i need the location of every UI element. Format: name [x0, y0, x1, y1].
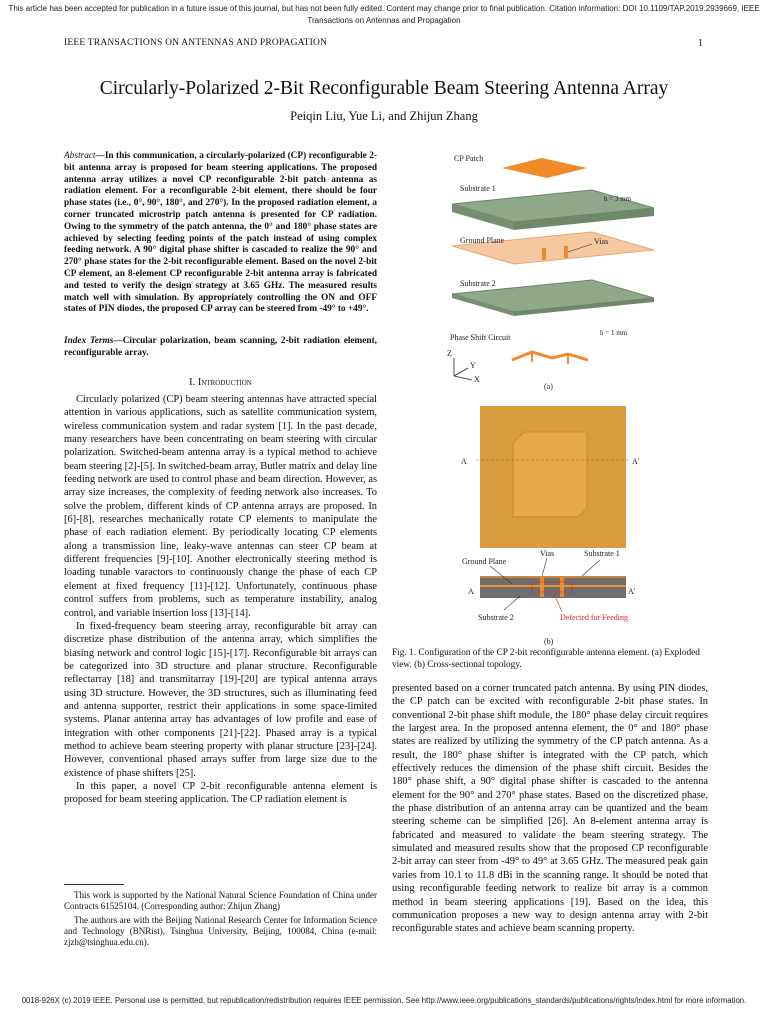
label-z: Z — [447, 349, 452, 358]
truncated-patch — [513, 432, 587, 517]
label-b-a-prime: A' — [628, 587, 636, 596]
publication-notice — [0, 3, 768, 27]
abstract-text: —In this communication, a circularly-polarized (CP) reconfigurable 2-bit antenna array is proposed for beam steering applications. The proposed antenna array utilizes a novel CP reconfigurable 2-bit patch antenna as radiation element. For a reconfigurable 2-bit element, there should be four phase states (i.e., 0°, 90°, 180°, and 270°). In the proposed radiation element, a corner truncated microstrip patch antenna is presented for CP radiation. Owing to the symmetry of the patch antenna, the 0° and 180° phase states are achieved by selecting feeding points of the patch instead of using complex feeding network. A 90° digital phase shifter is cascaded to realize the 90° and 270° phase states for the 2-bit reconfigurable element. Based on the novel 2-bit CP element, an 8-element CP reconfigurable 2-bit antenna array is fabricated and tested to verify the design strategy at 3.65 GHz. The measured results match well with simulation. By appropriately controlling the ON and OFF states of PIN diodes, the proposed CP array can be steered from -49° to +49°. — [64, 151, 377, 315]
label-b: (b) — [544, 637, 554, 646]
label-x: X — [474, 375, 480, 384]
abstract — [64, 151, 377, 316]
via-cross-section — [560, 577, 564, 597]
via-cross-section — [540, 577, 544, 597]
copyright-footer: 0018-926X (c) 2019 IEEE. Personal use is permitted, but republication/redistribution requires IEEE permission. See http://www.ieee.org/publications_standards/publications/rights/index.html for more information. — [21, 996, 747, 1005]
right-column-text — [392, 682, 708, 936]
intro-text — [64, 393, 377, 807]
label-b-substrate-1: Substrate 1 — [584, 549, 620, 558]
label-cp-patch: CP Patch — [454, 154, 484, 163]
intro-paragraph: In this paper, a novel CP 2-bit reconfigurable antenna element is proposed for beam steering application. The CP radiation element is — [64, 780, 377, 806]
label-a: (a) — [544, 382, 553, 391]
via-marker — [564, 246, 568, 258]
label-substrate-1: Substrate 1 — [460, 184, 496, 193]
footnote-funding: This work is supported by the National Natural Science Foundation of China under Contracts 61525104. (Corresponding author: Zhijun Zhang) — [64, 890, 377, 912]
intro-paragraph: Circularly polarized (CP) beam steering antennas have attracted special attention in various applications, such as satellite communication system, wireless communication system and radar system [1]. In the past decade, many researchers have been concentrating on beam steering with circular polarization. Switched-beam antenna array is a typical method to achieve beam steering [2]-[5]. In switched-beam array, Butler matrix and delay line feeding network are used to control phase and beam direction. However, as array size increases, the complexity of feeding network also increases. To solve the problem, different kinds of CP antenna arrays are proposed. In [6]-[8], researches mechanically rotate CP elements to manipulate the phase of each radiation element. By periodically locating CP elements along a transmission line, leaky-wave antennas can steer CP beam at different frequencies [9]-[10]. Another electronically steering method is loading tunable varactors to continuously change the phase of each CP element at fixed frequency [11]-[12]. Unfortunately, continuous phase control suffers from problems, such as temperature instability, analog control, and variable insertion loss [13]-[14]. — [64, 394, 377, 619]
cp-patch-layer — [502, 158, 587, 178]
label-phase-shift: Phase Shift Circuit — [450, 333, 511, 342]
footnote-rule — [64, 884, 124, 885]
index-terms-text: —Circular polarization, beam scanning, 2-bit radiation element, reconfigurable array. — [64, 336, 377, 358]
label-vias: Vias — [594, 237, 609, 246]
x-axis — [454, 376, 472, 380]
label-y: Y — [470, 361, 476, 370]
figure-caption: Fig. 1. Configuration of the CP 2-bit reconfigurable antenna element. (a) Exploded view. (b) Cross-sectional topology. — [392, 648, 700, 670]
label-h3: h = 3 mm — [604, 195, 632, 203]
label-b-a: A — [468, 587, 474, 596]
notice-line-1: This article has been accepted for publication in a future issue of this journal, but has not been fully edited. Content may change prior to final publication. Citation information: DOI 10.1109/TAP.2019.2939669, IEEE — [8, 4, 760, 13]
footnotes — [64, 890, 377, 950]
footnote-affiliation: The authors are with the Beijing National Research Center for Information Science and Technology (BNRist), Tsinghua University, Beijing, 100084, China (e-mail: zjzh@tsinghua.edu.cn). — [64, 914, 377, 948]
label-section-a: A — [461, 457, 467, 466]
label-b-vias: Vias — [540, 549, 555, 558]
figure-1 — [392, 148, 708, 648]
journal-header: IEEE TRANSACTIONS ON ANTENNAS AND PROPAGATION — [64, 38, 328, 48]
y-axis — [454, 368, 468, 376]
abstract-label: Abstract — [64, 151, 96, 161]
label-b-ground-plane: Ground Plane — [462, 557, 507, 566]
intro-paragraph: In fixed-frequency beam steering array, reconfigurable bit array can discretize phase distribution of the antenna array, which simplifies the biasing network and control logic [15]-[17]. Reconfigurable bit arrays can be categorized into 3D structure and planar structure. Reconfigurable reflectarray [18] and transmitarray [19]-[20] are typical antenna arrays using 3D structure. However, the 3D structures, such as illuminating feed and antenna supporter, restrict their applications in some space-limited systems. Planar antenna array has advantages of low profile and ease of integration with other components [21]-[22]. Phased array is a typical method to achieve beam steering property with planar structure [23]-[24]. However, conventional phased arrays suffer from large size due to the existence of phase shifters [25]. — [64, 620, 377, 779]
notice-line-2: Transactions on Antennas and Propagation — [307, 16, 461, 25]
label-ground-plane: Ground Plane — [460, 236, 505, 245]
label-defected-feeding: Defected for Feeding — [560, 613, 628, 622]
label-h1: h = 1 mm — [600, 329, 628, 337]
via-marker — [542, 248, 546, 260]
section-heading — [64, 377, 377, 388]
label-substrate-2: Substrate 2 — [460, 279, 496, 288]
paper-authors: Peiqin Liu, Yue Li, and Zhijun Zhang — [290, 109, 478, 123]
label-b-substrate-2: Substrate 2 — [478, 613, 514, 622]
index-terms-label: Index Terms — [64, 336, 114, 346]
index-terms — [64, 336, 377, 360]
page-number: 1 — [698, 38, 703, 49]
paper-title: Circularly-Polarized 2-Bit Reconfigurable Beam Steering Antenna Array — [99, 78, 669, 99]
section-number: I. — [189, 377, 196, 388]
right-paragraph: presented based on a corner truncated patch antenna. By using PIN diodes, the CP patch can be excited with reconfigurable 2-bit phase states. In conventional 2-bit phase shift module, the 180° phase delay circuit requires the largest area. In the proposed antenna element, the 0° and 180° phase states are realized by utilizing the symmetry of the CP patch antenna. As a result, the 180° phase shifter is integrated with the CP patch, which effectively reduces the dimension of the phase shift circuit. Besides the 180° phase shift, a 90° digital phase shifter is cascaded to the antenna element for the 90° and 270° phase states. Based on the discretized phase, the phase distribution of an antenna array can be quantized and the beam steering scheme can be simplified [26]. An 8-element antenna array is fabricated and measured to validate the beam steering strategy. The simulated and measured results show that the proposed CP reconfigurable 2-bit array can steer from -49° to 49° at 3.65 GHz. The measured peak gain varies from 10.1 to 11.8 dBi in the scanning range. It should be noted that using reconfigurable feeding network to realize bit array is a common method in beam steering applications [19]. Based on the idea, this communication proposes a new way to design antenna array with 2-bit reconfigurable states and achieve beam scanning property. — [392, 683, 708, 935]
phase-shift-circuit — [512, 352, 588, 360]
label-section-a-prime: A' — [632, 457, 640, 466]
section-title: Introduction — [197, 377, 252, 388]
